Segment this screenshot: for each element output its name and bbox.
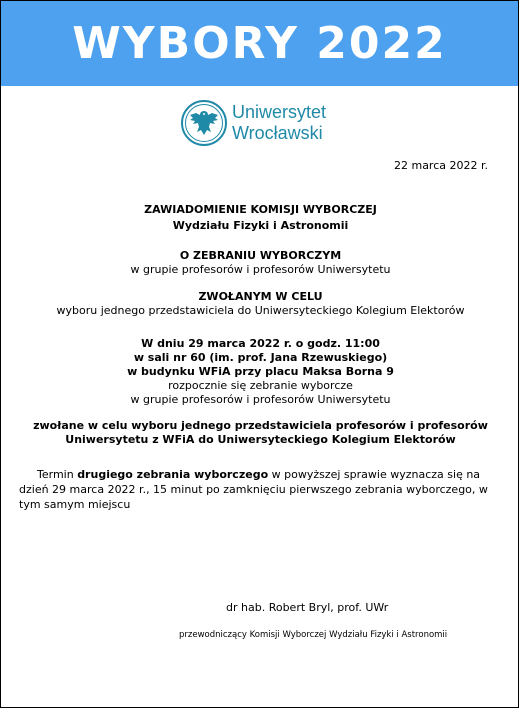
heading-faculty: Wydziału Fizyki i Astronomii xyxy=(172,219,349,232)
purpose-line-1: zwołane w celu wyboru jednego przedstawiciela profesorów i profesorów xyxy=(33,419,488,432)
meeting-building-line: w budynku WFiA przy placu Maksa Borna 9 xyxy=(127,365,394,378)
term-text-after: w powyższej sprawie wyznacza się na dzień 29 marca 2022 r., 15 minut po zamknięciu pierwszego zebrania wyborczego, w tym samym miejscu xyxy=(19,468,488,511)
banner-title: WYBORY 2022 xyxy=(72,18,447,69)
meeting-date-line: W dniu 29 marca 2022 r. o godz. 11:00 xyxy=(141,337,380,350)
purpose-line-2: Uniwersytetu z WFiA do Uniwersyteckiego Kolegium Elektorów xyxy=(65,433,456,446)
term-text-bold: drugiego zebrania wyborczego xyxy=(77,468,269,481)
logo-line-2: Wrocławski xyxy=(232,123,323,143)
section1-text: w grupie profesorów i profesorów Uniwersytetu xyxy=(130,263,391,276)
second-meeting-paragraph xyxy=(19,467,499,512)
university-logo xyxy=(180,97,340,149)
header-banner xyxy=(1,1,518,86)
document-date: 22 marca 2022 r. xyxy=(393,159,488,172)
heading-notice: ZAWIADOMIENIE KOMISJI WYBORCZEJ xyxy=(144,203,377,216)
section1-title: O ZEBRANIU WYBORCZYM xyxy=(179,249,342,262)
section2-text: wyboru jednego przedstawiciela do Uniwersyteckiego Kolegium Elektorów xyxy=(56,304,465,317)
meeting-start-line: rozpocznie się zebranie wyborcze xyxy=(168,379,353,392)
logo-line-1: Uniwersytet xyxy=(232,102,327,122)
term-text-before: Termin xyxy=(37,468,78,481)
section2-title: ZWOŁANYM W CELU xyxy=(198,290,323,303)
university-eagle-seal-icon xyxy=(180,99,228,147)
meeting-group-line: w grupie profesorów i profesorów Uniwersytetu xyxy=(130,393,391,406)
signature-name: dr hab. Robert Bryl, prof. UWr xyxy=(226,601,389,614)
meeting-room-line: w sali nr 60 (im. prof. Jana Rzewuskiego) xyxy=(133,351,388,364)
signature-title: przewodniczący Komisji Wyborczej Wydziału Fizyki i Astronomii xyxy=(179,630,448,640)
